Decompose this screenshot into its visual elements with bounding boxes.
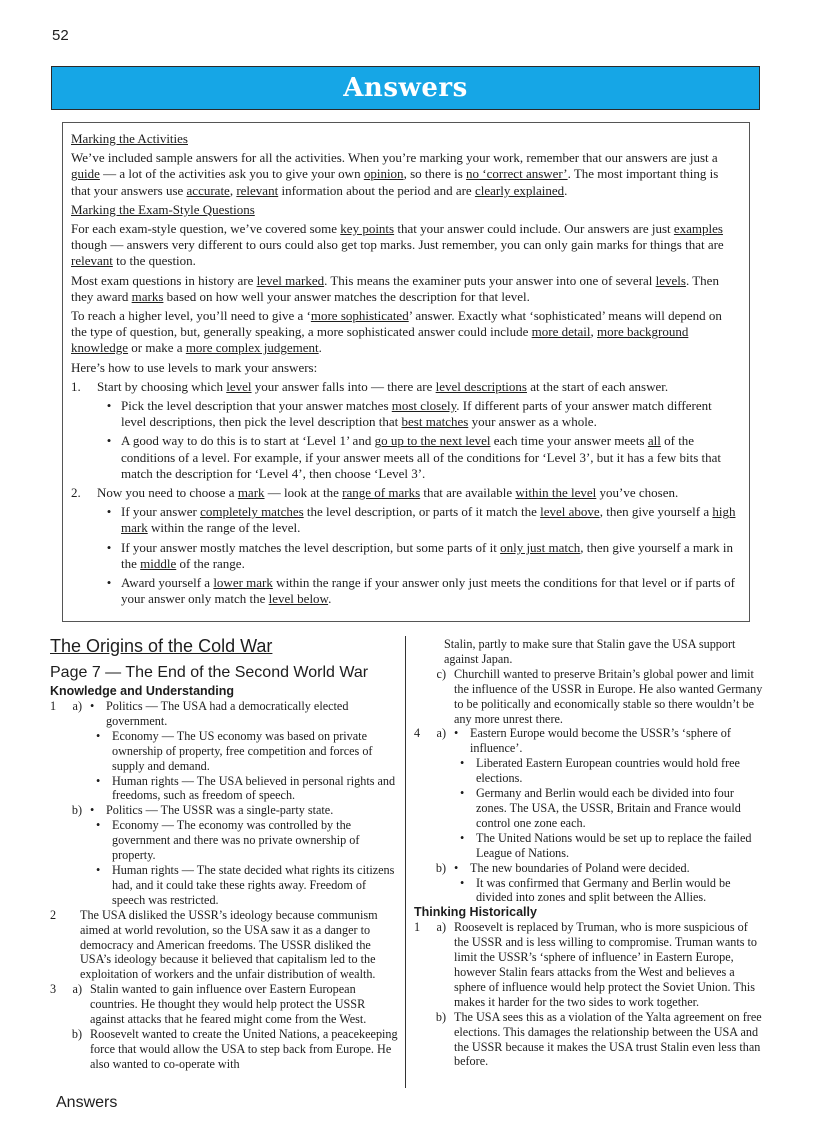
answer-text: The new boundaries of Poland were decided. bbox=[470, 860, 690, 875]
step-text bbox=[97, 485, 678, 501]
text-segment: based on how well your answer matches the description for that level. bbox=[163, 288, 530, 304]
answer-3a bbox=[50, 982, 398, 1027]
text-segment: If your answer mostly matches the level description, but some parts of it bbox=[121, 539, 501, 555]
answer-bullet bbox=[414, 786, 764, 831]
text-segment: , bbox=[229, 182, 237, 198]
emphasis: levels bbox=[655, 272, 686, 288]
answer-2 bbox=[50, 908, 398, 983]
thinking-subheading: Thinking Historically bbox=[414, 905, 537, 920]
emphasis: clearly explained bbox=[474, 182, 565, 198]
text-segment: you’ve chosen. bbox=[596, 485, 679, 501]
sub-label: b) bbox=[71, 803, 82, 818]
text-segment: information about the period and are bbox=[278, 182, 475, 198]
emphasis: no ‘correct answer’ bbox=[466, 166, 568, 182]
answer-text: The USA disliked the USSR’s ideology because communism aimed at world revolution, so the USA saw it as a danger to democracy and American freedoms. The USSR disliked the USA’s ideology because it believed that capitalism led to the exploitation of workers and the unfair distribution of wealth. bbox=[80, 907, 378, 982]
answer-bullet bbox=[50, 863, 398, 908]
text-segment: or make a bbox=[128, 340, 186, 356]
text-segment: Pick the level description that your answer matches bbox=[121, 398, 392, 414]
answer-bullet bbox=[414, 876, 764, 906]
sub-label: b) bbox=[71, 1026, 82, 1041]
text-segment: Award yourself a bbox=[121, 575, 214, 591]
emphasis: best matches bbox=[401, 414, 469, 430]
emphasis: lower mark bbox=[213, 575, 273, 591]
step-2 bbox=[71, 485, 739, 501]
question-number: 1 bbox=[50, 699, 57, 713]
marking-exam-text bbox=[71, 221, 739, 270]
emphasis: level marked bbox=[256, 272, 325, 288]
text-segment: . This means the examiner puts your answer into one of several bbox=[324, 272, 656, 288]
bullet-icon: • bbox=[90, 699, 95, 713]
emphasis: relevant bbox=[236, 182, 279, 198]
answer-3c bbox=[414, 667, 764, 727]
step-2-bullet bbox=[71, 575, 739, 607]
emphasis: all bbox=[647, 433, 661, 449]
bullet-text bbox=[121, 433, 739, 482]
emphasis: more background knowledge bbox=[71, 324, 689, 356]
bullet-text bbox=[121, 398, 739, 430]
text-segment: We’ve included sample answers for all the activities. When you’re marking your work, remember that our answers are just a bbox=[71, 150, 718, 166]
answer-3b bbox=[50, 1027, 398, 1072]
sub-label: a) bbox=[436, 726, 446, 741]
marking-activities-heading: Marking the Activities bbox=[71, 131, 188, 146]
emphasis: only just match bbox=[500, 539, 581, 555]
emphasis: completely matches bbox=[200, 504, 304, 520]
higher-level-text bbox=[71, 308, 739, 357]
bullet-text bbox=[121, 540, 739, 572]
marking-activities-text bbox=[71, 150, 739, 199]
step-1-bullet bbox=[71, 398, 739, 430]
answer-text: Churchill wanted to preserve Britain’s global power and limit the influence of the USSR in Europe. He also wanted Germany to be politically and economically stable so there wouldn’t be any more unrest there. bbox=[454, 666, 763, 726]
emphasis: examples bbox=[673, 221, 723, 237]
emphasis: level above bbox=[540, 504, 600, 520]
bullet-icon: • bbox=[106, 575, 112, 591]
text-segment: of the range. bbox=[176, 555, 245, 571]
answer-text: Human rights — The USA believed in personal rights and freedoms, such as freedom of speech. bbox=[112, 773, 396, 803]
emphasis: level bbox=[226, 378, 252, 394]
answer-bullet bbox=[414, 756, 764, 786]
bullet-icon: • bbox=[454, 860, 459, 875]
right-column bbox=[414, 637, 764, 1069]
emphasis: more detail bbox=[531, 324, 591, 340]
emphasis: more complex judgement bbox=[185, 340, 319, 356]
answer-4a bbox=[414, 726, 764, 756]
step-1 bbox=[71, 379, 739, 395]
answer-text: The USA sees this as a violation of the Yalta agreement on free elections. This damages the relationship between the USA and the USSR because it makes the USA trust Stalin even less than before. bbox=[454, 1009, 762, 1069]
bullet-icon: • bbox=[454, 726, 459, 741]
step-1-bullet bbox=[71, 433, 739, 482]
text-segment: Now you need to choose a bbox=[97, 485, 238, 501]
emphasis: key points bbox=[340, 221, 395, 237]
page-heading: Page 7 — The End of the Second World War bbox=[50, 664, 369, 681]
text-segment: . bbox=[318, 340, 322, 356]
footer-label: Answers bbox=[56, 1094, 118, 1111]
marking-guide-box bbox=[62, 122, 750, 622]
text-segment: within the range of the level. bbox=[147, 520, 301, 536]
page-number: 52 bbox=[52, 27, 69, 44]
answer-bullet bbox=[414, 831, 764, 861]
level-marked-text bbox=[71, 273, 739, 305]
emphasis: go up to the next level bbox=[374, 433, 491, 449]
bullet-icon: • bbox=[90, 803, 95, 818]
sub-label: b) bbox=[435, 860, 446, 875]
text-segment: Start by choosing which bbox=[97, 378, 227, 394]
text-segment: — a lot of the activities ask you to give your own bbox=[99, 166, 364, 182]
text-segment: . bbox=[564, 182, 568, 198]
text-segment: that your answer could include. Our answers are just bbox=[394, 221, 674, 237]
text-segment: , then give yourself a bbox=[599, 504, 713, 520]
answer-3b-continued bbox=[414, 637, 764, 667]
answers-banner bbox=[51, 66, 760, 110]
levels-intro: Here’s how to use levels to mark your answers: bbox=[71, 359, 318, 375]
answer-text: It was confirmed that Germany and Berlin would be divided into zones and split between the Allies. bbox=[476, 875, 731, 905]
bullet-icon: • bbox=[96, 862, 101, 877]
text-segment: — look at the bbox=[264, 485, 343, 501]
text-segment: to the question. bbox=[112, 253, 196, 269]
emphasis: relevant bbox=[71, 253, 113, 269]
emphasis: high mark bbox=[121, 504, 736, 536]
answer-text: Economy — The US economy was based on private ownership of property, free competition and forces of supply and demand. bbox=[112, 728, 373, 773]
bullet-text bbox=[121, 575, 739, 607]
text-segment: at the start of each answer. bbox=[526, 378, 669, 394]
text-segment: . If different parts of your answer match different level descriptions, then pick the level description that bbox=[121, 398, 712, 430]
answer-text: Roosevelt is replaced by Truman, who is more suspicious of the USSR and is less willing to compromise. Truman wants to limit the USSR’s ‘sphere of influence’ in Eastern Europe, however Stalin fears attacks from the West and believes a sphere of influence would help protect the Soviet Union. This makes it harder for the two sides to work together. bbox=[454, 920, 758, 1009]
emphasis: more sophisticated bbox=[310, 308, 409, 324]
answer-text: Eastern Europe would become the USSR’s ‘sphere of influence’. bbox=[470, 726, 731, 756]
left-column bbox=[50, 636, 398, 1072]
bullet-icon: • bbox=[106, 433, 112, 449]
sub-label: c) bbox=[436, 666, 446, 681]
answer-text: Stalin wanted to gain influence over Eastern European countries. He thought they would help protect the USSR against attacks that he feared might come from the West. bbox=[90, 982, 367, 1027]
thinking-1b bbox=[414, 1010, 764, 1070]
text-segment: , then give yourself a mark in the bbox=[121, 539, 733, 571]
text-segment: . bbox=[328, 591, 332, 607]
bullet-icon: • bbox=[460, 875, 465, 890]
text-segment: the level description, or parts of it match the bbox=[303, 504, 541, 520]
thinking-1a bbox=[414, 920, 764, 1009]
answer-bullet bbox=[50, 729, 398, 774]
emphasis: mark bbox=[237, 485, 265, 501]
emphasis: guide bbox=[71, 166, 100, 182]
step-number: 1. bbox=[71, 378, 81, 394]
answer-text: Human rights — The state decided what rights its citizens had, and it could take these rights away. Freedom of speech was restricted. bbox=[112, 862, 395, 907]
question-number: 4 bbox=[414, 726, 421, 741]
bullet-icon: • bbox=[96, 728, 101, 743]
text-segment: that are available bbox=[420, 485, 516, 501]
text-segment: ’ answer. Exactly what ‘sophisticated’ means will depend on the type of question, but, generally speaking, a more sophisticated answer could include bbox=[71, 308, 722, 340]
sub-label: a) bbox=[72, 982, 82, 997]
text-segment: , bbox=[590, 324, 597, 340]
bullet-icon: • bbox=[106, 539, 112, 555]
answer-text: Politics — The USSR was a single-party state. bbox=[106, 803, 334, 818]
emphasis: middle bbox=[140, 555, 177, 571]
emphasis: level below bbox=[268, 591, 329, 607]
answer-text: Roosevelt wanted to create the United Nations, a peacekeeping force that would allow the USA to step back from Europe. He also wanted to co-operate with bbox=[90, 1026, 398, 1071]
bullet-icon: • bbox=[106, 398, 112, 414]
text-segment: . The most important thing is that your answers use bbox=[71, 166, 719, 198]
emphasis: level descriptions bbox=[435, 378, 527, 394]
bullet-icon: • bbox=[106, 504, 112, 520]
answer-text: Germany and Berlin would each be divided into four zones. The USA, the USSR, Britain and France would control one zone each. bbox=[476, 786, 741, 830]
answer-4b bbox=[414, 861, 764, 876]
marking-exam-heading: Marking the Exam-Style Questions bbox=[71, 201, 255, 217]
text-segment: of the conditions of a level. For example, if your answer meets all of the conditions for ‘Level 3’, but it has a few bits that match the description for ‘Level 4’, then choose ‘Level 3’. bbox=[121, 433, 722, 481]
emphasis: marks bbox=[131, 288, 164, 304]
emphasis: most closely bbox=[391, 398, 457, 414]
text-segment: your answer falls into — there are bbox=[251, 378, 436, 394]
step-2-bullet bbox=[71, 540, 739, 572]
knowledge-subheading: Knowledge and Understanding bbox=[50, 684, 235, 698]
bullet-icon: • bbox=[460, 756, 465, 771]
bullet-text bbox=[121, 504, 739, 536]
text-segment: For each exam-style question, we’ve covered some bbox=[71, 221, 341, 237]
sub-label: a) bbox=[436, 920, 446, 935]
answer-1b bbox=[50, 803, 398, 818]
text-segment: though — answers very different to ours could also get top marks. Just remember, you can only gain marks for things that are bbox=[71, 237, 724, 253]
text-segment: , so there is bbox=[403, 166, 467, 182]
emphasis: opinion bbox=[363, 166, 404, 182]
question-number: 1 bbox=[414, 920, 421, 935]
bullet-icon: • bbox=[96, 773, 101, 788]
section-title: The Origins of the Cold War bbox=[50, 636, 273, 656]
answer-bullet bbox=[50, 774, 398, 804]
text-segment: A good way to do this is to start at ‘Level 1’ and bbox=[121, 433, 375, 449]
text-segment: . Then they award bbox=[71, 272, 719, 304]
banner-title: Answers bbox=[343, 73, 468, 103]
text-segment: within the range if your answer only just meets the conditions for that level or if parts of your answer only match the bbox=[121, 575, 735, 607]
text-segment: each time your answer meets bbox=[490, 433, 648, 449]
text-segment: your answer as a whole. bbox=[468, 414, 597, 430]
bullet-icon: • bbox=[96, 818, 101, 833]
answer-text: Stalin, partly to make sure that Stalin gave the USA support against Japan. bbox=[444, 637, 736, 666]
text-segment: If your answer bbox=[121, 504, 201, 520]
question-number: 2 bbox=[50, 907, 57, 922]
emphasis: range of marks bbox=[342, 485, 421, 501]
step-text bbox=[97, 379, 668, 395]
column-divider bbox=[405, 636, 406, 1088]
answer-text: The United Nations would be set up to replace the failed League of Nations. bbox=[476, 830, 752, 860]
text-segment: To reach a higher level, you’ll need to give a ‘ bbox=[71, 308, 311, 324]
bullet-icon: • bbox=[460, 830, 465, 845]
sub-label: b) bbox=[435, 1009, 446, 1024]
question-number: 3 bbox=[50, 982, 57, 997]
answer-text: Politics — The USA had a democratically elected government. bbox=[106, 699, 349, 728]
answer-text: Economy — The economy was controlled by the government and there was no private ownership of property. bbox=[112, 818, 360, 863]
emphasis: within the level bbox=[515, 485, 597, 501]
text-segment: Most exam questions in history are bbox=[71, 272, 257, 288]
bullet-icon: • bbox=[460, 786, 465, 801]
step-number: 2. bbox=[71, 485, 81, 501]
sub-label: a) bbox=[72, 699, 82, 713]
answer-1a bbox=[50, 699, 398, 729]
emphasis: accurate bbox=[186, 182, 230, 198]
step-2-bullet bbox=[71, 504, 739, 536]
answer-text: Liberated Eastern European countries would hold free elections. bbox=[476, 756, 740, 786]
answer-bullet bbox=[50, 818, 398, 863]
